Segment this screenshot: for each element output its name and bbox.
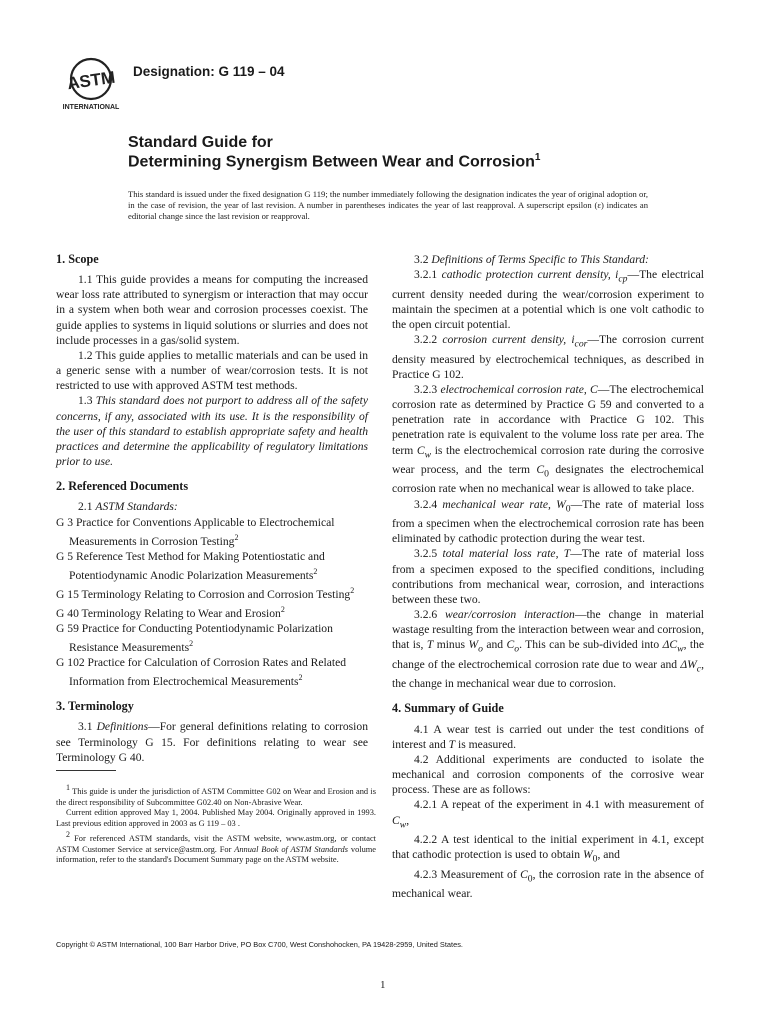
svg-text:INTERNATIONAL: INTERNATIONAL [62,104,120,111]
term-subscript: cp [618,273,628,285]
reference-item [56,655,368,689]
term: Definitions [96,720,149,734]
symbol: T [448,737,456,751]
paragraph-3-2-1 [392,267,704,332]
paragraph-1-2: 1.2 This guide applies to metallic materials and can be used in a generic sense with a number of wear/corrosion tests. It is not restricted to use with approved ASTM test methods. [56,348,368,393]
footnote-text: For referenced ASTM standards, visit the ASTM website, www.astm.org, or contact ASTM Customer Service at service@astm.org. For [56,833,376,854]
paragraph-4-2-2 [392,832,704,867]
paragraph-text: , and [597,848,620,862]
symbol: W [468,638,479,652]
paragraph-num: 3.1 [78,720,93,734]
definition-text: . This can be sub-divided into [519,638,660,652]
symbol: C [392,813,400,827]
definition-text: —The electrochemical corrosion rate as determined by Practice G 59 and converted to a penetration rate in accordance with Practice G 102. This penetration rate is equivalent to the volume loss rate per area. The term [392,382,704,457]
definition-text: —the change in material wastage resulting from the interaction between wear and corrosion, that is, [392,608,705,652]
term: Definitions of Terms Specific to This Standard: [431,253,649,266]
paragraph-3-2-3 [392,382,704,497]
paragraph-text: , the corrosion rate in the absence of mechanical wear. [392,867,704,901]
symbol-subscript: o [478,643,483,655]
symbol: C [416,443,425,457]
safety-statement: This standard does not purport to address all of the safety concerns, if any, associated with its use. It is the responsibility of the user of this standard to establish appropriate safety and health practices and determine the applicability of regulatory limitations prior to use. [56,394,368,469]
term-subscript: cor [574,338,588,350]
astm-logo [60,55,122,113]
right-column [392,252,704,901]
term: electrochemical corrosion rate, C [440,382,598,396]
reference-item [56,602,368,621]
footnote-divider [56,770,116,771]
definition-text: is the electrochemical corrosion rate during the corrosive wear process, and the term [392,443,705,476]
footnote-mark: 2 [66,829,70,839]
referenced-documents-heading: 2. Referenced Documents [56,479,189,494]
title-line-1: Standard Guide for [128,134,273,151]
paragraph-1-1: 1.1 This guide provides a means for computing the increased wear loss rate attributed to synergism or interaction that may occur in a system when both wear and corrosion processes coexist. The guide applies to systems in liquid solutions or slurries and does not include processes in a gas/solid system. [56,273,368,347]
paragraph-4-2: 4.2 Additional experiments are conducted to isolate the mechanical and corrosion components of the corrosive wear process. These are as follows: [392,752,704,797]
paragraph-3-2 [392,252,704,267]
reference-sup: 2 [189,639,194,649]
term: wear/corrosion interaction [445,608,575,621]
paragraph-3-2-6 [392,607,704,691]
paragraph-3-1 [56,719,368,764]
paragraph-num: 3.2 [414,253,429,266]
reference-item [56,621,368,655]
reference-item [56,549,368,583]
reference-sup: 2 [298,673,303,683]
symbol-subscript: c [696,663,702,675]
paragraph-4-2-1: 4.2.1 A repeat of the experiment in 4.1 with measurement of $C_w$, [392,798,704,830]
reference-sup: 2 [350,585,355,595]
reference-text: G 40 Terminology Relating to Wear and Erosion [56,606,281,620]
title-line-2 [128,152,540,171]
term: corrosion current density, i [442,333,575,347]
astm-logo-icon [60,55,122,113]
definition-text: and [486,638,504,652]
reference-item [56,515,368,549]
symbol: ΔW [680,657,697,671]
paragraph-num: 3.2.5 [414,547,438,561]
definition-text: —The corrosion current density measured by electrochemical techniques, as described in Practice G 102. [392,333,704,381]
paragraph-num: 3.2.1 [414,268,438,282]
reference-item [56,583,368,602]
term: cathodic protection current density, i [441,268,619,282]
term-subscript: 0 [565,502,571,514]
symbol-subscript: w [424,448,432,460]
paragraph-text: 4.2.2 A test identical to the initial experiment in 4.1, except that cathodic protection is used to obtain [392,832,704,862]
astm-standards-label: ASTM Standards: [95,500,178,514]
reference-sup: 2 [313,566,318,576]
paragraph-num: 3.2.2 [414,333,438,347]
definition-text: minus [436,638,466,652]
term: mechanical wear rate, W [442,497,566,511]
paragraph-text: 4.1 A wear test is carried out under the test conditions of interest and [392,722,704,751]
page-number: 1 [380,979,386,991]
paragraph-text: 4.2.3 Measurement of [414,867,517,881]
symbol: C [506,638,515,652]
reference-text: G 3 Practice for Conventions Applicable to Electrochemical Measurements in Corrosion Testing [56,515,335,548]
reference-sup: 2 [234,532,239,542]
paragraph-num: 3.2.4 [414,497,438,511]
paragraph-1-3 [56,393,368,469]
symbol-subscript: o [514,643,520,655]
paragraph-num: 1.3 [78,394,93,408]
footnote-text: This guide is under the jurisdiction of ASTM Committee G02 on Wear and Erosion and is the direct responsibility of Subcommittee G02.40 on Non-Abrasive Wear. [56,786,376,807]
footnotes [56,783,376,866]
symbol: C [536,462,545,476]
footnote-text: volume information, refer to the standard's Document Summary page on the ASTM website. [56,844,376,865]
paragraph-3-2-4 [392,497,704,547]
symbol: C [520,867,528,881]
symbol: W [582,848,593,862]
issued-note: This standard is issued under the fixed designation G 119; the number immediately following the designation indicates the year of original adoption or, in the case of revision, the year of last revision. A number in parentheses indicates the year of last reapproval. A superscript epsilon (ε) indicates an editorial change since the last revision or reapproval. [128,189,648,221]
reference-list [56,515,368,690]
scope-heading: 1. Scope [56,252,99,266]
summary-heading: 4. Summary of Guide [392,701,504,716]
symbol-subscript: 0 [544,468,549,480]
paragraph-4-2-3 [392,867,704,902]
symbol-subscript: 0 [592,853,598,865]
paragraph-3-2-2 [392,332,704,382]
paragraph-num: 2.1 [78,500,93,514]
symbol-subscript: 0 [527,872,533,884]
title-text: Determining Synergism Between Wear and Corrosion [128,153,535,171]
definition-text: —The electrical current density needed during the wear/corrosion experiment to maintain the specimen at a potential which is one volt cathodic to the open circuit potential. [392,268,704,331]
paragraph-4-1 [392,722,704,752]
symbol-subscript: w [399,818,407,830]
definition-text: —The rate of material loss from a specimen exposed to the specified conditions, including contributions from mechanical wear, corrosion, and interactions between these two. [392,547,704,606]
paragraph-text: is measured. [458,737,516,751]
definition-text: —The rate of material loss from a specimen when the electrochemical corrosion rate has been eliminated by cathodic protection during the wear test. [392,497,704,546]
paragraph-3-2-5 [392,546,704,607]
definition-text: designates the electrochemical corrosion rate when no mechanical wear is allowed to take place. [392,462,704,496]
definition-text: , the change in mechanical wear due to corrosion. [392,657,704,691]
reference-text: G 5 Reference Test Method for Making Potentiostatic and Potentiodynamic Anodic Polarization Measurements [56,549,325,582]
footnote-1-edition: Current edition approved May 1, 2004. Published May 2004. Originally approved in 1993. Last previous edition approved in 2003 as G 119 – 03 . [56,808,376,829]
definition-text: —For general definitions relating to corrosion see Terminology G 15. For definitions relating to wear see Terminology G 40. [56,720,368,764]
reference-text: G 102 Practice for Calculation of Corrosion Rates and Related Information from Electrochemical Measurements [56,656,347,689]
paragraph-2-1 [56,499,368,514]
symbol: ΔC [662,638,678,652]
copyright-notice: Copyright © ASTM International, 100 Barr Harbor Drive, PO Box C700, West Conshohocken, PA 19428-2959, United States. [56,940,463,949]
footnote-2 [56,830,376,866]
definition-text: , the change of the electrochemical corrosion rate due to wear and [392,638,705,671]
terminology-heading: 3. Terminology [56,699,134,714]
symbol: T [426,638,434,652]
paragraph-num: 3.2.3 [414,382,438,396]
left-column [56,252,368,765]
paragraph-num: 3.2.6 [414,608,438,621]
footnote-1 [56,783,376,808]
reference-text: G 15 Terminology Relating to Corrosion and Corrosion Testing [56,587,351,601]
title-footnote-mark: 1 [534,152,541,163]
designation: Designation: G 119 – 04 [133,64,285,79]
footnote-mark: 1 [66,783,70,792]
reference-sup: 2 [280,604,285,614]
svg-text:ASTM: ASTM [66,67,117,94]
term: total material loss rate, T [442,547,571,561]
paragraph-text: 4.2.1 A repeat of the experiment in 4.1 with measurement of [414,798,704,812]
footnote-italic: Annual Book of ASTM Standards [234,844,349,854]
reference-text: G 59 Practice for Conducting Potentiodynamic Polarization Resistance Measurements [56,621,333,654]
symbol-subscript: w [677,643,684,655]
